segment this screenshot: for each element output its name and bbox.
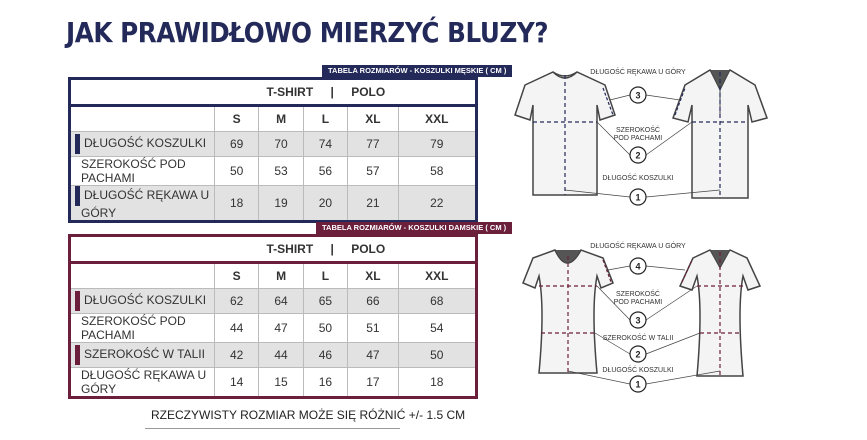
label-sleeve-length: DŁUGOŚĆ RĘKAWA U GÓRY [590,243,686,250]
men-type-row [70,80,477,106]
table-cell: 70 [259,132,303,157]
number-3: 3 [635,90,641,101]
table-row [70,343,477,368]
table-cell: 16 [303,368,347,398]
size-xxl: XXL [398,263,476,289]
row-label: SZEROKOŚĆ POD PACHAMI [70,314,215,343]
number-2: 2 [635,150,641,161]
size-l: L [303,263,347,289]
women-table-tag: TABELA ROZMIARÓW - KOSZULKI DAMSKIE ( CM ) [316,222,512,234]
label-width: SZEROKOŚĆ [616,127,660,134]
men-type-tshirt: T-SHIRT [266,85,314,99]
table-cell: 17 [348,368,399,398]
women-type-row [70,237,477,263]
table-cell: 77 [348,132,399,157]
table-row [70,289,477,314]
table-cell: 18 [215,186,259,222]
women-type-separator: | [330,242,334,256]
table-cell: 74 [303,132,347,157]
label-waist-width: SZEROKOŚĆ W TALII [602,335,674,342]
row-label: SZEROKOŚĆ W TALII [84,347,205,362]
table-cell: 57 [348,157,399,186]
size-m: M [259,106,303,132]
table-cell: 64 [259,289,303,314]
table-cell: 69 [215,132,259,157]
table-cell: 20 [303,186,347,222]
table-cell: 44 [259,343,303,368]
table-cell: 42 [215,343,259,368]
note-underline [145,428,400,429]
table-cell: 50 [215,157,259,186]
number-1: 1 [635,192,641,203]
men-size-table [68,80,478,223]
number-3: 3 [635,315,641,326]
row-label: DŁUGOŚĆ RĘKAWA U GÓRY [70,368,215,398]
table-row [70,132,477,157]
label-shirt-length: DŁUGOŚĆ KOSZULKI [602,367,674,374]
table-cell: 51 [348,314,399,343]
men-table-tag: TABELA ROZMIARÓW - KOSZULKI MĘSKIE ( CM ) [322,65,512,77]
table-cell: 18 [398,368,476,398]
row-marker [75,345,80,365]
table-cell: 19 [259,186,303,222]
row-label: SZEROKOŚĆ POD PACHAMI [70,157,215,186]
table-cell: 47 [348,343,399,368]
women-sizes-row [70,263,477,289]
table-cell: 50 [398,343,476,368]
table-cell: 66 [348,289,399,314]
label-under-arms: POD PACHAMI [613,135,663,142]
size-l: L [303,106,347,132]
men-type-polo: POLO [351,85,386,99]
table-cell: 58 [398,157,476,186]
table-row [70,186,477,222]
table-cell: 54 [398,314,476,343]
size-s: S [215,263,259,289]
size-s: S [215,106,259,132]
size-xl: XL [348,263,399,289]
label-sleeve-length: DŁUGOŚĆ RĘKAWA U GÓRY [590,69,686,76]
men-measurement-diagram [505,60,785,210]
women-type-polo: POLO [351,242,386,256]
row-marker [75,291,80,311]
table-cell: 56 [303,157,347,186]
row-label: DŁUGOŚĆ KOSZULKI [84,136,207,151]
women-measurement-diagram [505,238,785,398]
table-cell: 22 [398,186,476,222]
table-cell: 47 [259,314,303,343]
row-label: DŁUGOŚĆ RĘKAWA U GÓRY [81,188,210,220]
row-marker [75,186,80,206]
size-m: M [259,263,303,289]
table-cell: 44 [215,314,259,343]
table-cell: 46 [303,343,347,368]
table-cell: 14 [215,368,259,398]
table-cell: 21 [348,186,399,222]
table-cell: 53 [259,157,303,186]
table-cell: 79 [398,132,476,157]
size-tolerance-note: RZECZYWISTY ROZMIAR MOŻE SIĘ RÓŻNIĆ +/- 1.5 CM [151,408,466,422]
row-marker [75,134,80,154]
table-cell: 68 [398,289,476,314]
page-title: JAK PRAWIDŁOWO MIERZYĆ BLUZY? [66,16,549,49]
row-label: DŁUGOŚĆ KOSZULKI [84,293,207,308]
table-cell: 50 [303,314,347,343]
table-cell: 15 [259,368,303,398]
men-type-separator: | [330,85,334,99]
table-cell: 62 [215,289,259,314]
number-1: 1 [635,379,641,390]
size-xl: XL [348,106,399,132]
number-4: 4 [635,261,641,272]
table-row [70,314,477,343]
men-sizes-row [70,106,477,132]
label-shirt-length: DŁUGOŚĆ KOSZULKI [602,175,674,182]
label-width: SZEROKOŚĆ [616,291,660,298]
size-xxl: XXL [398,106,476,132]
label-under-arms: POD PACHAMI [613,299,663,306]
number-2: 2 [635,349,641,360]
women-size-table [68,237,478,399]
table-row [70,368,477,398]
table-cell: 65 [303,289,347,314]
table-row [70,157,477,186]
women-type-tshirt: T-SHIRT [266,242,314,256]
